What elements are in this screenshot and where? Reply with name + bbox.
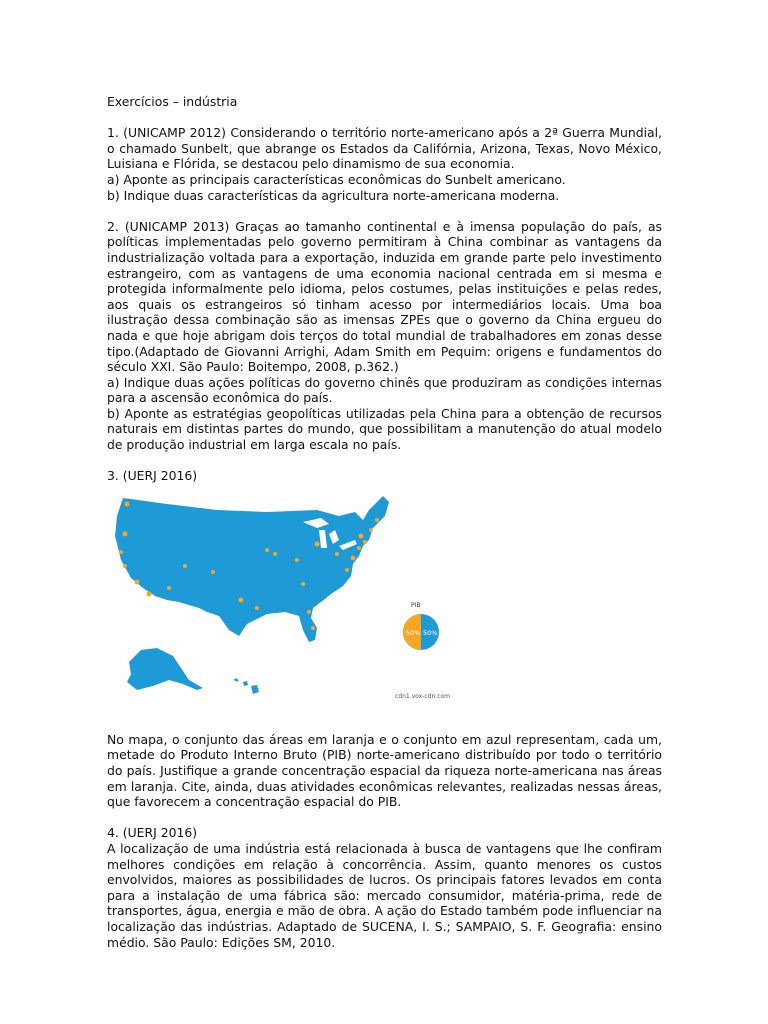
question-3 bbox=[107, 468, 662, 810]
document-title: Exercícios – indústria bbox=[107, 94, 238, 109]
question-4-heading: 4. (UERJ 2016) bbox=[107, 825, 198, 841]
pie-title: PIB bbox=[411, 601, 421, 609]
pie-right-label: 50% bbox=[423, 628, 438, 637]
pie-left-label: 50% bbox=[406, 628, 421, 637]
question-4-text: A localização de uma indústria está relacionada à busca de vantagens que lhe confiram melhores condições em relação à concorrência. Assim, quanto menores os custos envolvidos, maiores as possibilidades de lucros. Os principais fatores levados em conta para a instalação de uma fábrica são: mercado consumidor, matéria-prima, rede de transportes, água, energia e mão de obra. A ação do Estado também pode influenciar na localização das indústrias. Adaptado de SUCENA, I. S.; SAMPAIO, S. F. Geografia: ensino médio. São Paulo: Edições SM, 2010. bbox=[107, 841, 662, 950]
map-credit: cdn1.vox-cdn.com bbox=[395, 692, 451, 700]
question-4 bbox=[107, 825, 662, 950]
question-3-text: No mapa, o conjunto das áreas em laranja e o conjunto em azul representam, cada um, metade do Produto Interno Bruto (PIB) norte-americano distribuído por todo o território do país. Justifique a grande concentração espacial da riqueza norte-americana nas áreas em laranja. Cite, ainda, duas atividades econômicas relevantes, realizadas nessas áreas, que favorecem a concentração espacial do PIB. bbox=[107, 731, 662, 810]
question-1 bbox=[107, 125, 662, 203]
alaska-shape bbox=[127, 648, 203, 690]
question-1-item-a: a) Aponte as principais características econômicas do Sunbelt americano. bbox=[107, 171, 566, 187]
question-1-intro: 1. (UNICAMP 2012) Considerando o território norte-americano após a 2ª Guerra Mundial, o chamado Sunbelt, que abrange os Estados da Califórnia, Arizona, Texas, Novo México, Luisiana e Flórida, se destacou pelo dinamismo de sua economia. bbox=[107, 125, 662, 172]
document-page bbox=[107, 94, 662, 950]
question-2 bbox=[107, 219, 662, 453]
question-2-item-a: a) Indique duas ações políticas do governo chinês que produziram as condições internas para a ascensão econômica do país. bbox=[107, 374, 662, 406]
usa-gdp-map-figure bbox=[107, 490, 467, 706]
usa-gdp-map bbox=[107, 490, 467, 706]
question-2-intro: 2. (UNICAMP 2013) Graças ao tamanho continental e à imensa população do país, as políticas implementadas pelo governo permitiram à China combinar as vantagens da industrialização voltada para a exportação, induzida em grande parte pelo investimento estrangeiro, com as vantagens de uma economia nacional centrada em si mesma e protegida informalmente pelo idioma, pelos costumes, pelas instituições e pelas redes, aos quais os estrangeiros só tinham acesso por intermediários locais. Uma boa ilustração dessa combinação são as imensas ZPEs que o governo da China ergueu do nada e que hoje abrigam dois terços do total mundial de trabalhadores em zonas desse tipo.(Adaptado de Giovanni Arrighi, Adam Smith em Pequim: origens e fundamentos do século XXI. São Paulo: Boitempo, 2008, p.362.) bbox=[107, 218, 662, 375]
hawaii-shape bbox=[233, 678, 259, 694]
question-2-item-b: b) Aponte as estratégias geopolíticas utilizadas pela China para a obtenção de recursos naturais em distintas partes do mundo, que possibilitam a manutenção do atual modelo de produção industrial em larga escala no país. bbox=[107, 405, 662, 453]
question-1-item-b: b) Indique duas características da agricultura norte-americana moderna. bbox=[107, 187, 560, 203]
question-3-heading: 3. (UERJ 2016) bbox=[107, 468, 198, 484]
